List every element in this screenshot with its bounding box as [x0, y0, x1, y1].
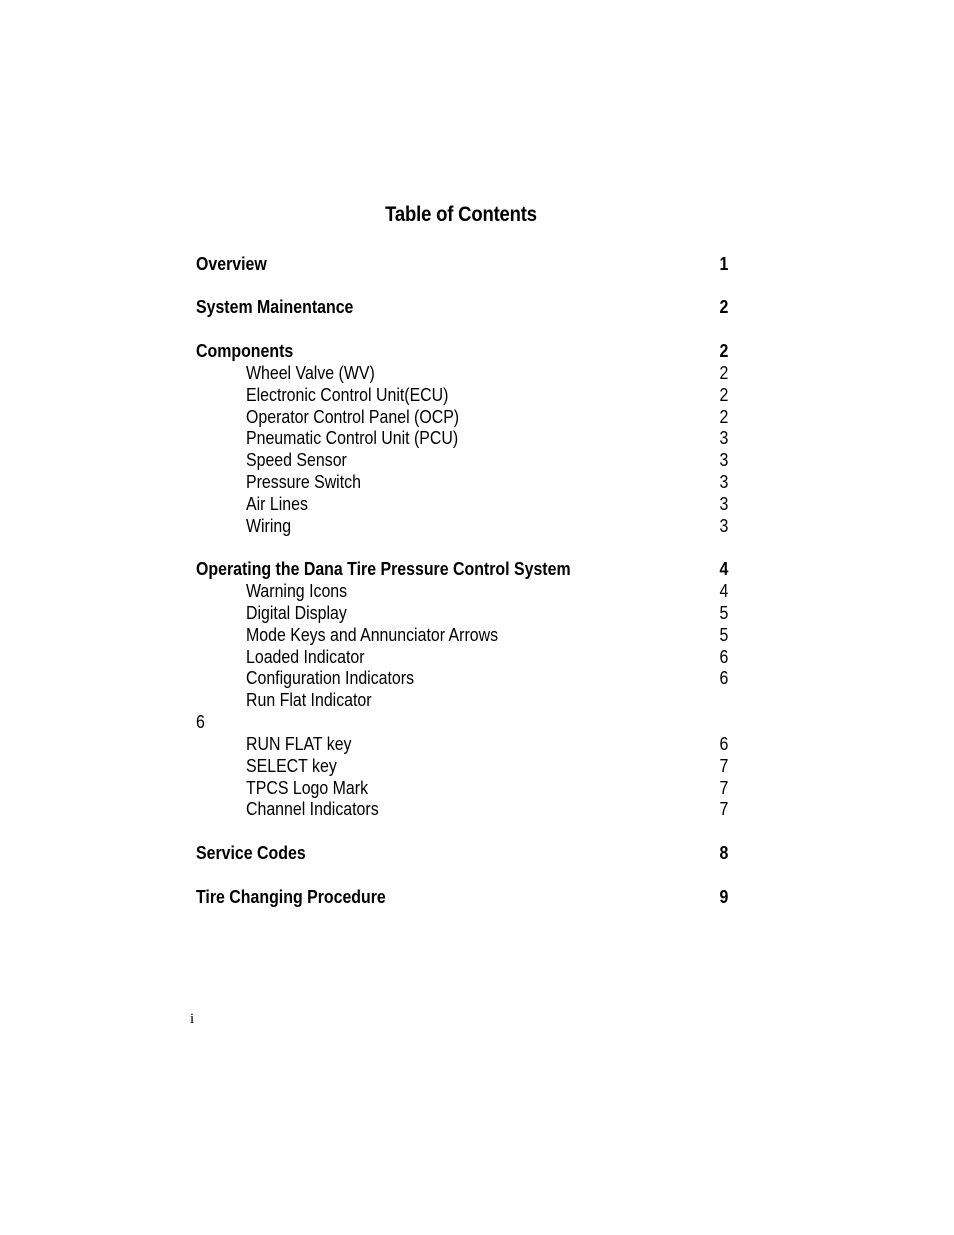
page-number-footer: i — [190, 1011, 195, 1027]
page-title: Table of Contents — [385, 203, 537, 226]
toc-subentry — [196, 667, 728, 689]
toc-section — [196, 558, 728, 580]
toc-label: RUN FLAT key — [246, 733, 352, 754]
toc-page-number: 1 — [719, 253, 728, 274]
toc-subentry — [196, 384, 728, 406]
toc-subentry — [196, 580, 728, 602]
toc-label: Tire Changing Procedure — [196, 886, 386, 907]
toc-label: Pneumatic Control Unit (PCU) — [246, 427, 459, 448]
toc-page-number: 3 — [719, 427, 728, 448]
toc-subentry — [196, 515, 728, 537]
toc-label: Channel Indicators — [246, 798, 379, 819]
toc-page-number: 6 — [196, 711, 205, 732]
toc-page-number: 3 — [719, 471, 728, 492]
toc-page-number: 8 — [719, 842, 728, 863]
toc-label: TPCS Logo Mark — [246, 777, 369, 798]
toc-label: Run Flat Indicator — [246, 689, 372, 710]
toc-subentry — [196, 733, 728, 755]
toc-page-number: 6 — [719, 667, 728, 688]
toc-label: Speed Sensor — [246, 449, 347, 470]
toc-page-number: 3 — [719, 493, 728, 514]
toc-subentry — [196, 624, 728, 646]
toc-subentry — [196, 449, 728, 471]
toc-label: Electronic Control Unit(ECU) — [246, 384, 449, 405]
toc-label: Operator Control Panel (OCP) — [246, 406, 460, 427]
toc-page-number: 2 — [719, 296, 728, 317]
toc-page-number: 6 — [719, 646, 728, 667]
toc-page-number: 7 — [719, 755, 728, 776]
toc-page-number: 2 — [719, 362, 728, 383]
toc-label: Air Lines — [246, 493, 308, 514]
toc-section — [196, 886, 728, 908]
toc-label: Components — [196, 340, 294, 361]
toc-label: Wiring — [246, 515, 292, 536]
toc-subentry — [196, 471, 728, 493]
toc-page-number: 5 — [719, 602, 728, 623]
toc-section — [196, 340, 728, 362]
toc-section — [196, 842, 728, 864]
toc-page-number: 2 — [719, 384, 728, 405]
toc-label: SELECT key — [246, 755, 337, 776]
toc-subentry — [196, 777, 728, 799]
toc-subentry — [196, 406, 728, 428]
toc-subentry — [196, 602, 728, 624]
toc-subentry — [196, 755, 728, 777]
toc-subentry — [196, 798, 728, 820]
toc-label: Pressure Switch — [246, 471, 361, 492]
toc-page-number: 7 — [719, 777, 728, 798]
toc-page-number: 4 — [719, 558, 728, 579]
toc-label: Wheel Valve (WV) — [246, 362, 375, 383]
toc-section — [196, 296, 728, 318]
toc-label: Operating the Dana Tire Pressure Control System — [196, 558, 571, 579]
toc-page-number: 2 — [719, 340, 728, 361]
toc-page-number: 4 — [719, 580, 728, 601]
toc-page-number: 5 — [719, 624, 728, 645]
toc-label: Configuration Indicators — [246, 667, 415, 688]
toc-page-number: 7 — [719, 798, 728, 819]
toc-subentry — [196, 646, 728, 668]
toc-subentry — [196, 493, 728, 515]
toc-page-number: 3 — [719, 449, 728, 470]
toc-subentry — [196, 362, 728, 384]
toc-page-number: 6 — [719, 733, 728, 754]
toc-label: Mode Keys and Annunciator Arrows — [246, 624, 499, 645]
toc-label: Digital Display — [246, 602, 347, 623]
toc-subentry — [196, 427, 728, 449]
toc-page-number: 2 — [719, 406, 728, 427]
toc-label: Overview — [196, 253, 267, 274]
toc-section — [196, 253, 728, 275]
toc-page-number: 3 — [719, 515, 728, 536]
toc-subentry — [196, 689, 728, 711]
toc-page-number: 9 — [719, 886, 728, 907]
toc-label: Loaded Indicator — [246, 646, 365, 667]
toc-label: System Mainentance — [196, 296, 354, 317]
toc-label: Warning Icons — [246, 580, 348, 601]
toc-label: Service Codes — [196, 842, 306, 863]
